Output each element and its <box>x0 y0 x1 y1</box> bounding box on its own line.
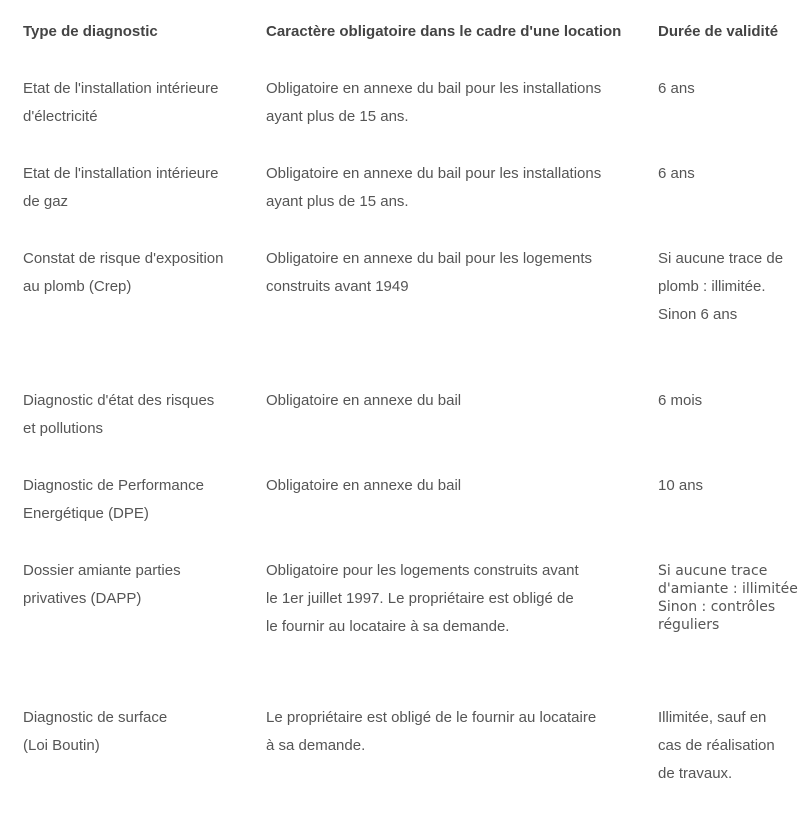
cell-validity: 6 ans <box>658 80 695 97</box>
cell-diagnostic-type: Diagnostic de Performance Energétique (DPE) <box>23 477 204 522</box>
cell-validity: 6 ans <box>658 165 695 182</box>
header-obligation: Caractère obligatoire dans le cadre d'une location <box>266 23 622 40</box>
cell-diagnostic-type: Constat de risque d'exposition au plomb (Crep) <box>23 250 224 295</box>
cell-validity: 6 mois <box>658 392 703 409</box>
cell-obligation: Obligatoire pour les logements construits avant le 1er juillet 1997. Le propriétaire est obligé de le fournir au locataire à sa demande. <box>266 562 579 635</box>
cell-validity: Si aucune trace de plomb : illimitée. Sinon 6 ans <box>658 250 784 323</box>
cell-validity: Illimitée, sauf en cas de réalisation de travaux. <box>658 709 775 782</box>
cell-validity: Si aucune trace d'amiante : illimitée Sinon : contrôles réguliers <box>658 563 798 633</box>
cell-obligation: Obligatoire en annexe du bail pour les installations ayant plus de 15 ans. <box>266 80 602 125</box>
cell-obligation: Obligatoire en annexe du bail <box>266 392 462 409</box>
cell-obligation: Le propriétaire est obligé de le fournir au locataire à sa demande. <box>266 709 597 754</box>
cell-obligation: Obligatoire en annexe du bail <box>266 477 462 494</box>
cell-diagnostic-type: Etat de l'installation intérieure de gaz <box>23 165 219 210</box>
header-type: Type de diagnostic <box>23 23 158 40</box>
cell-diagnostic-type: Diagnostic d'état des risques et pollutions <box>23 392 215 437</box>
cell-diagnostic-type: Diagnostic de surface (Loi Boutin) <box>23 709 168 754</box>
cell-obligation: Obligatoire en annexe du bail pour les logements construits avant 1949 <box>266 250 593 295</box>
cell-validity: 10 ans <box>658 477 704 494</box>
cell-diagnostic-type: Dossier amiante parties privatives (DAPP) <box>23 562 181 607</box>
header-validity: Durée de validité <box>658 23 779 40</box>
cell-obligation: Obligatoire en annexe du bail pour les installations ayant plus de 15 ans. <box>266 165 602 210</box>
cell-diagnostic-type: Etat de l'installation intérieure d'électricité <box>23 80 219 125</box>
